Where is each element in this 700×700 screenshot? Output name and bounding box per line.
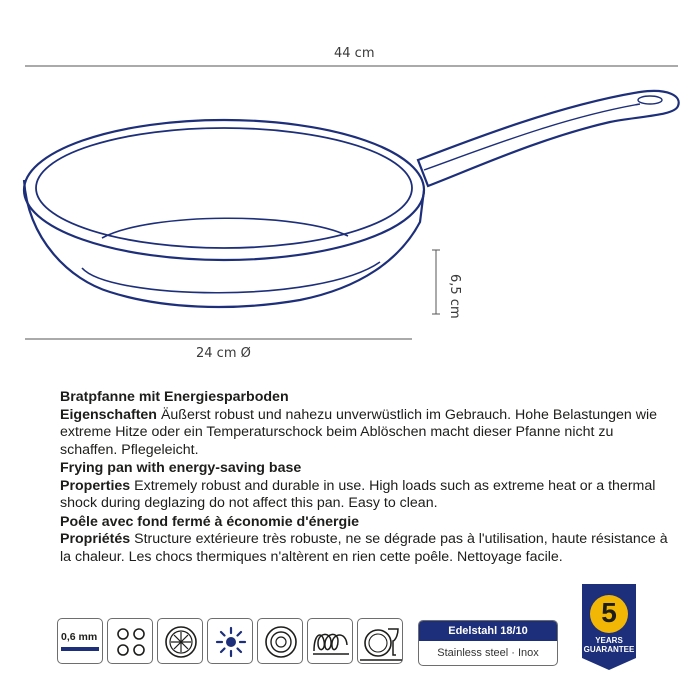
- description-body: [60, 478, 670, 513]
- height-label: 6,5 cm: [447, 274, 462, 319]
- material-subtitle: Stainless steel · Inox: [437, 647, 539, 659]
- induction-icon: [307, 618, 353, 664]
- properties-label: Properties: [60, 477, 131, 494]
- properties-text: Extremely robust and durable in use. High loads such as extreme heat or a thermal shock during deglazing do not affect this pan. Easy to clean.: [60, 477, 656, 511]
- material-title: Edelstahl 18/10: [419, 621, 557, 641]
- product-descriptions: [60, 389, 670, 567]
- pan-body: [24, 180, 424, 307]
- properties-label: Eigenschaften: [60, 406, 157, 423]
- guarantee-word: GUARANTEE: [583, 645, 635, 654]
- properties-text: Structure extérieure très robuste, ne se dégrade pas à l'utilisation, haute résistance à la chaleur. Les chocs thermiques n'altèrent en rien cette poêle. Nettoyage facile.: [60, 531, 668, 565]
- guarantee-badge: [578, 584, 640, 670]
- pan-handle: [418, 91, 679, 186]
- description-title: Frying pan with energy-saving base: [60, 460, 302, 476]
- handle-hole: [638, 96, 662, 104]
- properties-label: Propriétés: [60, 531, 131, 547]
- pan-handle-inner: [424, 104, 640, 170]
- material-badge: [418, 620, 558, 666]
- feature-icons: [57, 618, 403, 666]
- diameter-label: 24 cm Ø: [196, 346, 251, 361]
- guarantee-years: YEARS: [595, 636, 623, 645]
- description-title: Poêle avec fond fermé à économie d'énergie: [60, 513, 360, 530]
- description-en: [60, 460, 670, 513]
- electric-hob-icon: [107, 618, 153, 664]
- ceramic-hob-icon: [157, 618, 203, 664]
- thickness-label: 0,6 mm: [61, 631, 98, 643]
- description-fr: [60, 514, 670, 567]
- dishwasher-icon: [357, 618, 403, 664]
- pan-base: [82, 262, 380, 293]
- description-de: [60, 389, 670, 459]
- properties-text: Äußerst robust und nahezu unverwüstlich im Gebrauch. Hohe Belastungen wie extreme Hitze oder ein Temperaturschock beim Ablöschen macht dieser Pfanne nicht zu schaffen. Pflegeleicht.: [60, 406, 657, 458]
- thickness-icon: [57, 618, 103, 664]
- pan-rim-inner: [36, 128, 412, 248]
- halogen-hob-icon: [257, 618, 303, 664]
- pan-inner-floor: [102, 218, 348, 238]
- description-title: Bratpfanne mit Energiesparboden: [60, 389, 289, 405]
- length-label: 44 cm: [334, 46, 375, 61]
- description-body: [60, 407, 670, 460]
- pan-rim-outer: [24, 120, 424, 260]
- gas-hob-icon: [207, 618, 253, 664]
- description-body: [60, 531, 670, 566]
- guarantee-number: 5: [601, 597, 617, 628]
